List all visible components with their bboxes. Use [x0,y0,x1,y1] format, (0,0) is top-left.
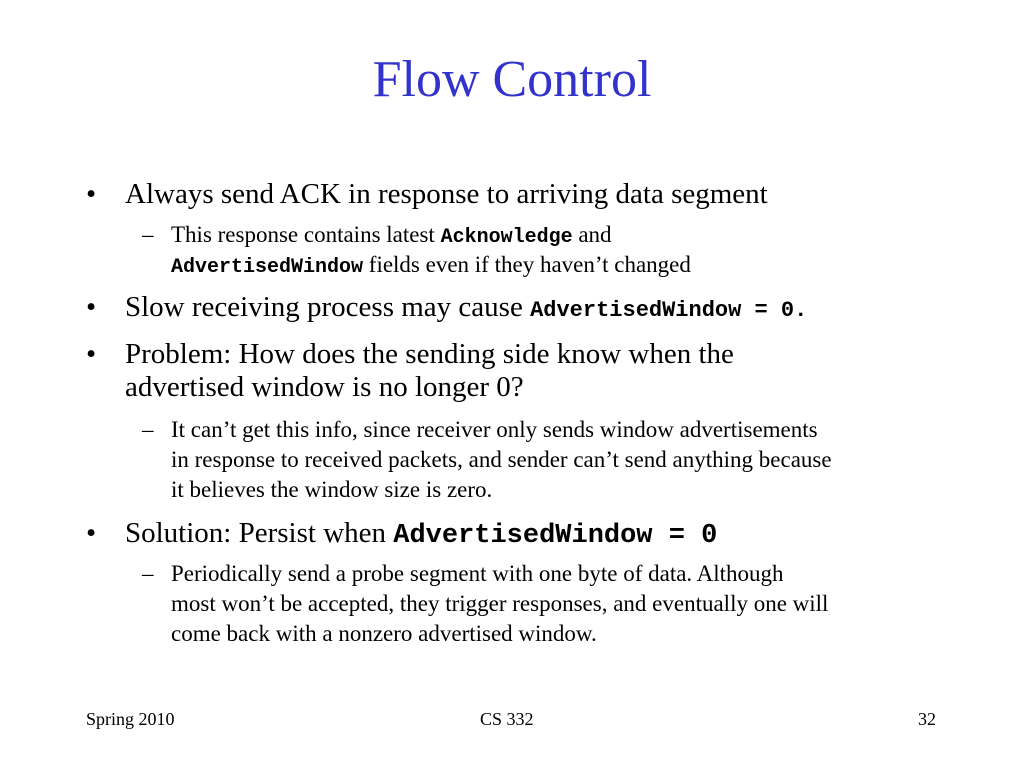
bullet-1-text: Always send ACK in response to arriving data segment [125,178,768,210]
bullet-4-sub-line-3: come back with a nonzero advertised window. [171,621,597,646]
sub-text: fields even if they haven’t changed [363,252,691,277]
bullet-icon: • [86,517,97,549]
bullet-4-text [125,517,717,553]
bullet-3-sub-line-3: it believes the window size is zero. [171,477,493,502]
slide-title: Flow Control [372,51,652,108]
bullet-3-line-1: Problem: How does the sending side know when the [125,338,734,370]
sub-text: This response contains latest [171,222,441,247]
bullet-3-sub-line-2: in response to received packets, and sender can’t send anything because [171,447,832,472]
code-acknowledge: Acknowledge [440,226,573,249]
bullet-4-sub-line-2: most won’t be accepted, they trigger responses, and eventually one will [171,591,829,616]
bullet-icon: • [86,291,97,323]
bullet-icon: • [86,338,97,370]
dash-icon: – [142,222,154,247]
footer-slide-number: 32 [918,709,936,729]
bullet-1-sub-line-1 [171,220,612,253]
code-advertised-window-zero: AdvertisedWindow = 0. [530,298,808,323]
bullet-2-text [125,291,807,327]
footer-date: Spring 2010 [86,709,175,729]
bullet-text: Solution: Persist when [125,517,394,549]
bullet-icon: • [86,178,97,210]
bullet-3-line-2: advertised window is no longer 0? [125,371,524,403]
sub-text: and [572,222,612,247]
bullet-4-sub-line-1: Periodically send a probe segment with one byte of data. Although [171,561,784,586]
code-advertised-window: AdvertisedWindow [171,256,364,279]
dash-icon: – [142,417,154,442]
footer-course: CS 332 [480,709,534,729]
dash-icon: – [142,561,154,586]
code-advertised-window-zero: AdvertisedWindow = 0 [393,521,718,551]
bullet-text: Slow receiving process may cause [125,291,531,323]
bullet-3-sub-line-1: It can’t get this info, since receiver only sends window advertisements [171,417,818,442]
bullet-1-sub-line-2 [171,250,691,283]
